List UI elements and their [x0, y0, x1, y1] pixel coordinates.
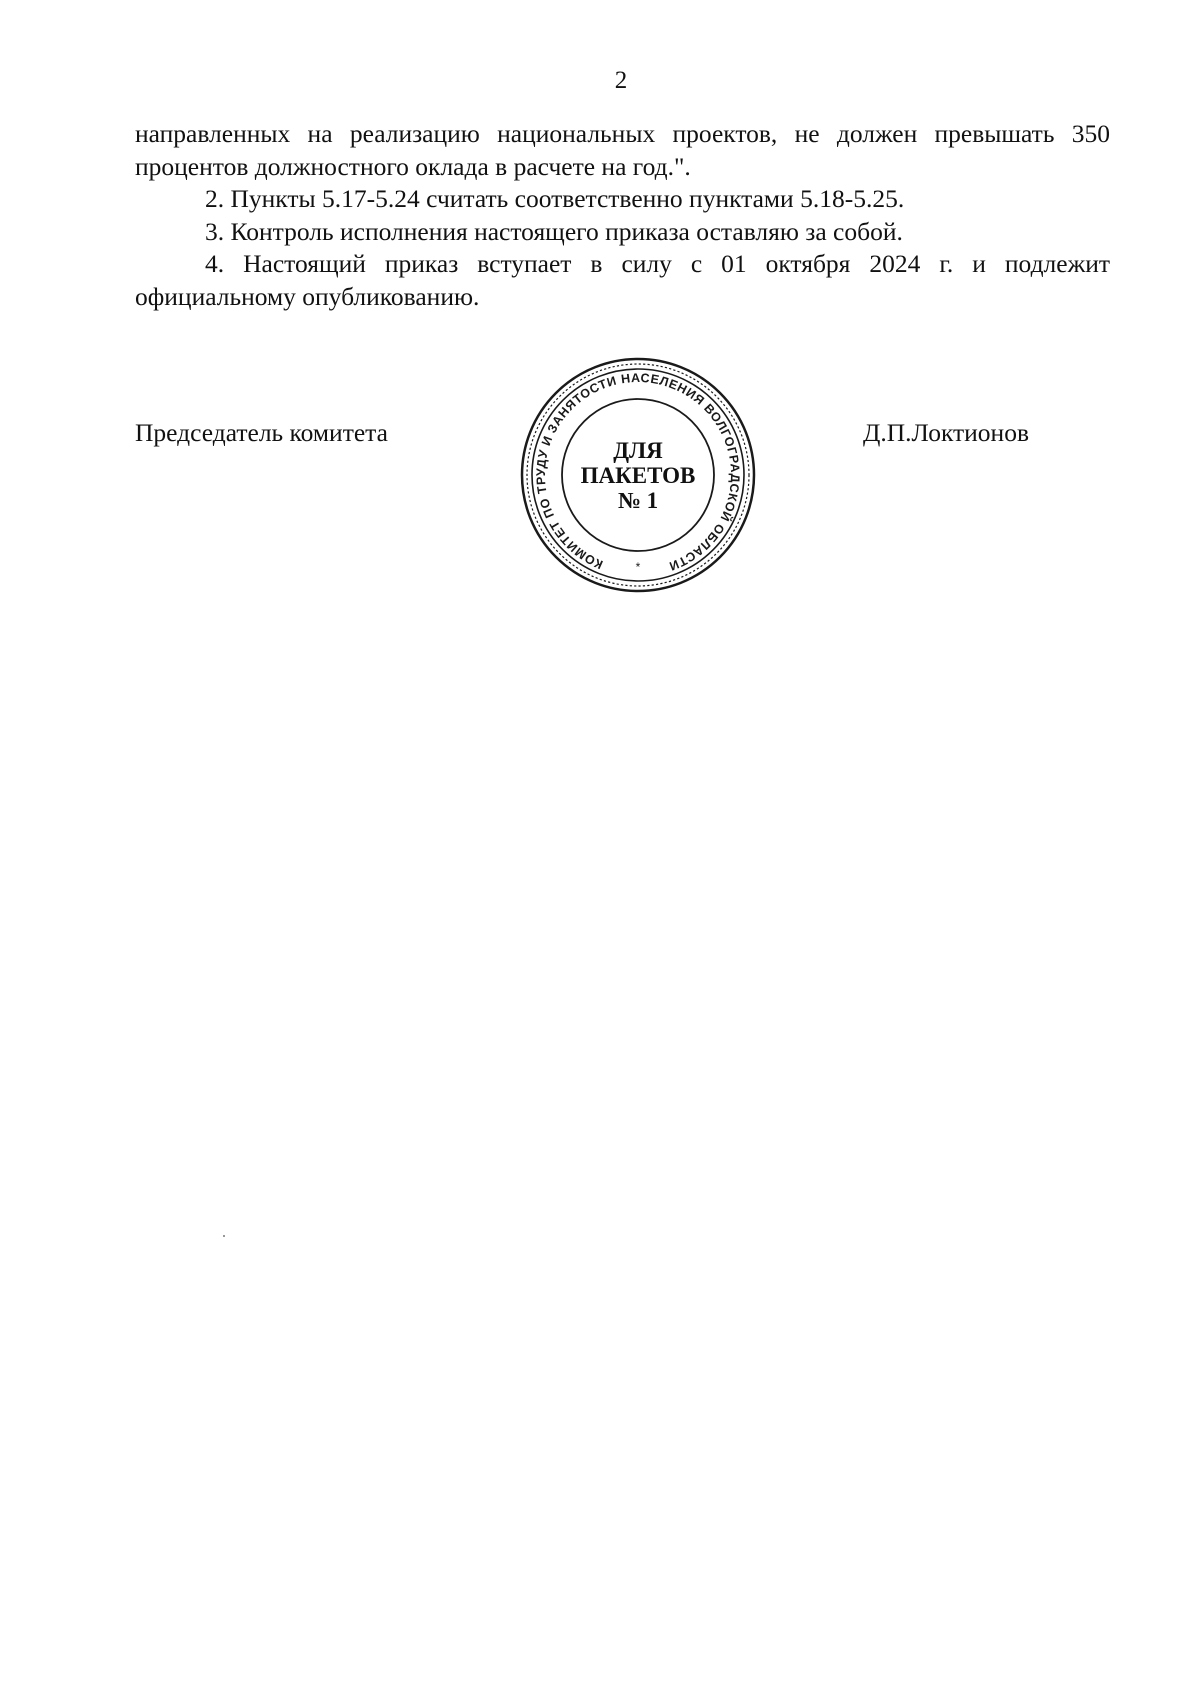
stamp-ring-text: КОМИТЕТ ПО ТРУДУ И ЗАНЯТОСТИ НАСЕЛЕНИЯ ВОЛГОГРАДСКОЙ ОБЛАСТИ — [533, 370, 743, 574]
stamp-separator: * — [635, 560, 641, 574]
paragraph-continuation: направленных на реализацию национальных проектов, не должен превышать 350 процентов должностного оклада в расчете на год.". — [135, 119, 1110, 181]
paragraph-item-2: 2. Пункты 5.17-5.24 считать соответственно пунктами 5.18-5.25. — [205, 184, 905, 213]
body-text — [135, 118, 1110, 313]
official-stamp — [520, 357, 756, 593]
stamp-center-line-1: ДЛЯ — [613, 438, 663, 463]
stamp-center-line-3: № 1 — [617, 488, 659, 513]
scan-speck — [223, 1235, 225, 1237]
signature-name: Д.П.Локтионов — [863, 418, 1029, 447]
paragraph-item-4: 4. Настоящий приказ вступает в силу с 01 октября 2024 г. и подлежит официальному опубликованию. — [135, 249, 1110, 311]
paragraph-item-3: 3. Контроль исполнения настоящего приказа оставляю за собой. — [205, 216, 903, 246]
stamp-center-line-2: ПАКЕТОВ — [580, 463, 696, 488]
page-number: 2 — [614, 67, 628, 94]
stamp-seal-graphic — [520, 357, 756, 593]
signature-title: Председатель комитета — [135, 418, 388, 447]
